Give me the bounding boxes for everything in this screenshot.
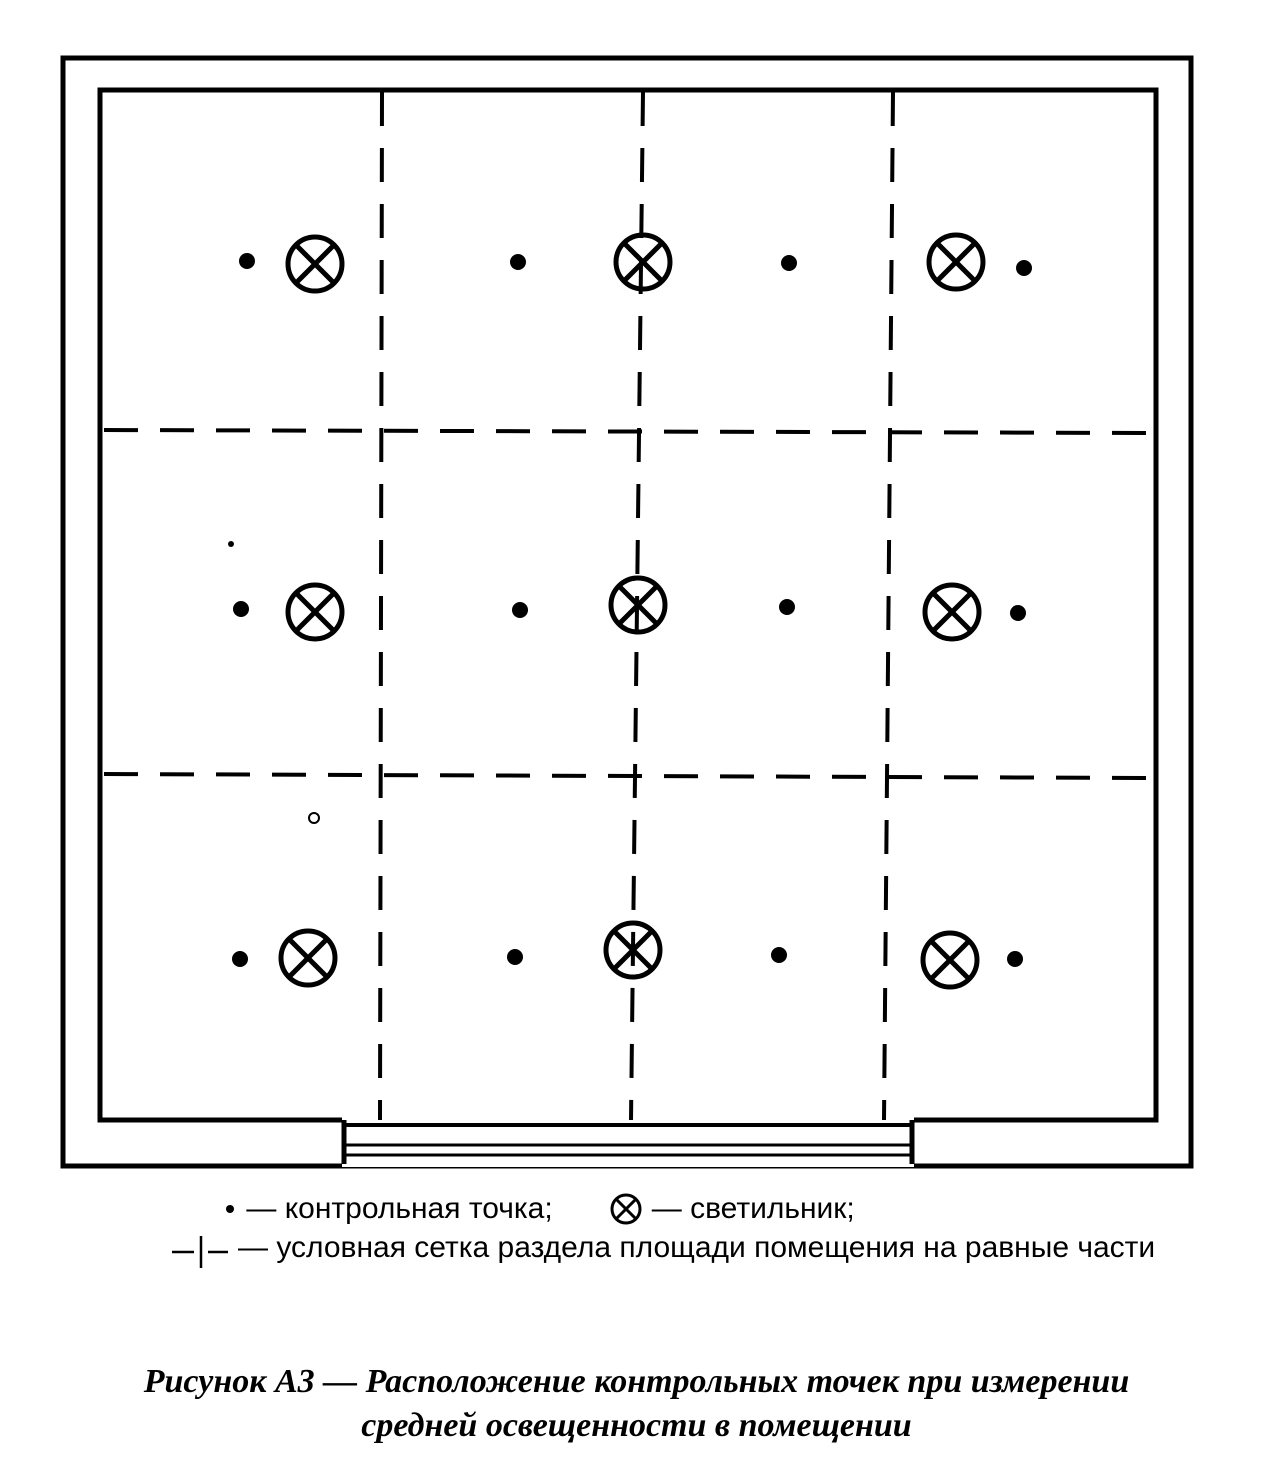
control-point [779,599,795,615]
luminaire-symbol [923,933,977,987]
caption-line-1: Рисунок А3 — Расположение контрольных точек при измерении [143,1363,1130,1400]
control-point [1007,951,1023,967]
control-point [233,601,249,617]
legend-row-symbols [170,1188,1230,1228]
grid-legend-icon [170,1234,230,1268]
control-point [771,947,787,963]
control-point [781,255,797,271]
caption-line-2: средней освещенности в помещении [361,1407,912,1444]
grid-line-vertical [884,92,893,1120]
grid-line-horizontal [104,430,1154,433]
legend-row-grid [170,1228,1230,1268]
control-point [1010,605,1026,621]
speck [309,813,319,823]
luminaire-symbol [288,237,342,291]
luminaire-symbol [616,235,670,289]
legend-dash: — [651,1192,682,1226]
control-point [239,253,255,269]
control-point [507,949,523,965]
luminaire-symbol [288,585,342,639]
figure-caption [40,1360,1233,1448]
luminaire-symbol [929,235,983,289]
grid-line-vertical [380,92,382,1120]
luminaire-legend-label: светильник; [690,1192,855,1226]
control-point [232,951,248,967]
control-point-legend-icon [222,1201,238,1217]
luminaire-symbol [606,923,660,977]
legend-dash: — [246,1192,277,1226]
luminaire-symbol [925,585,979,639]
luminaire-symbol [281,931,335,985]
control-point [510,254,526,270]
control-point [1016,260,1032,276]
grid-line-horizontal [104,774,1154,778]
legend-dash: — [238,1231,268,1264]
grid-legend-label: условная сетка раздела площади помещения на равные части [276,1231,1156,1264]
luminaire-legend-icon [609,1192,643,1226]
legend [170,1188,1230,1268]
speck [228,541,234,547]
control-point [512,602,528,618]
control-point-legend-label: контрольная точка; [284,1192,553,1226]
